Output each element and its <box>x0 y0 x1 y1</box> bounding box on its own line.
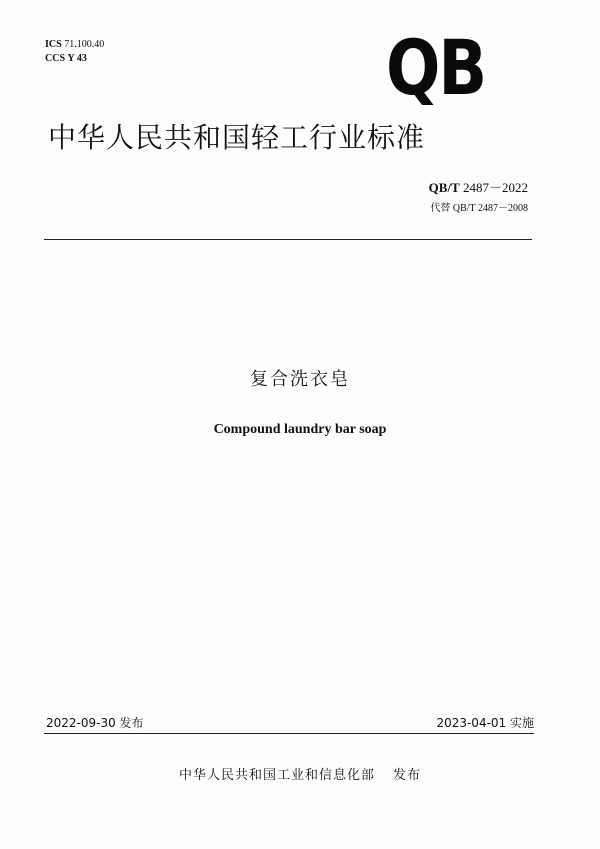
implementation-date: 2023-04-01 实施 <box>436 716 534 730</box>
standard-number <box>429 177 528 196</box>
ics-label: ICS <box>45 39 62 50</box>
publication-date: 2022-09-30 发布 <box>46 716 144 730</box>
industry-standard-title: 中华人民共和国轻工行业标准 <box>48 121 426 154</box>
document-title-english: Compound laundry bar soap <box>213 422 387 437</box>
issuing-authority <box>0 764 600 783</box>
top-divider <box>44 239 532 240</box>
qb-logo: QB <box>386 25 486 113</box>
replaces-standard: 代替 QB/T 2487－2008 <box>430 203 528 214</box>
ccs-code: Y 43 <box>67 53 87 64</box>
issuer-action: 发布 <box>393 768 422 783</box>
standard-number-value: 2487－2022 <box>462 180 528 195</box>
ccs-line <box>45 52 104 66</box>
ccs-label: CCS <box>45 53 66 64</box>
issuer-name: 中华人民共和国工业和信息化部 <box>178 768 375 783</box>
bottom-divider <box>44 733 534 734</box>
ics-code: 71.100.40 <box>64 39 105 50</box>
ics-line <box>45 38 104 52</box>
standard-number-prefix: QB/T <box>428 180 460 195</box>
classification-codes <box>45 38 104 66</box>
document-title-chinese: 复合洗衣皂 <box>250 369 350 390</box>
